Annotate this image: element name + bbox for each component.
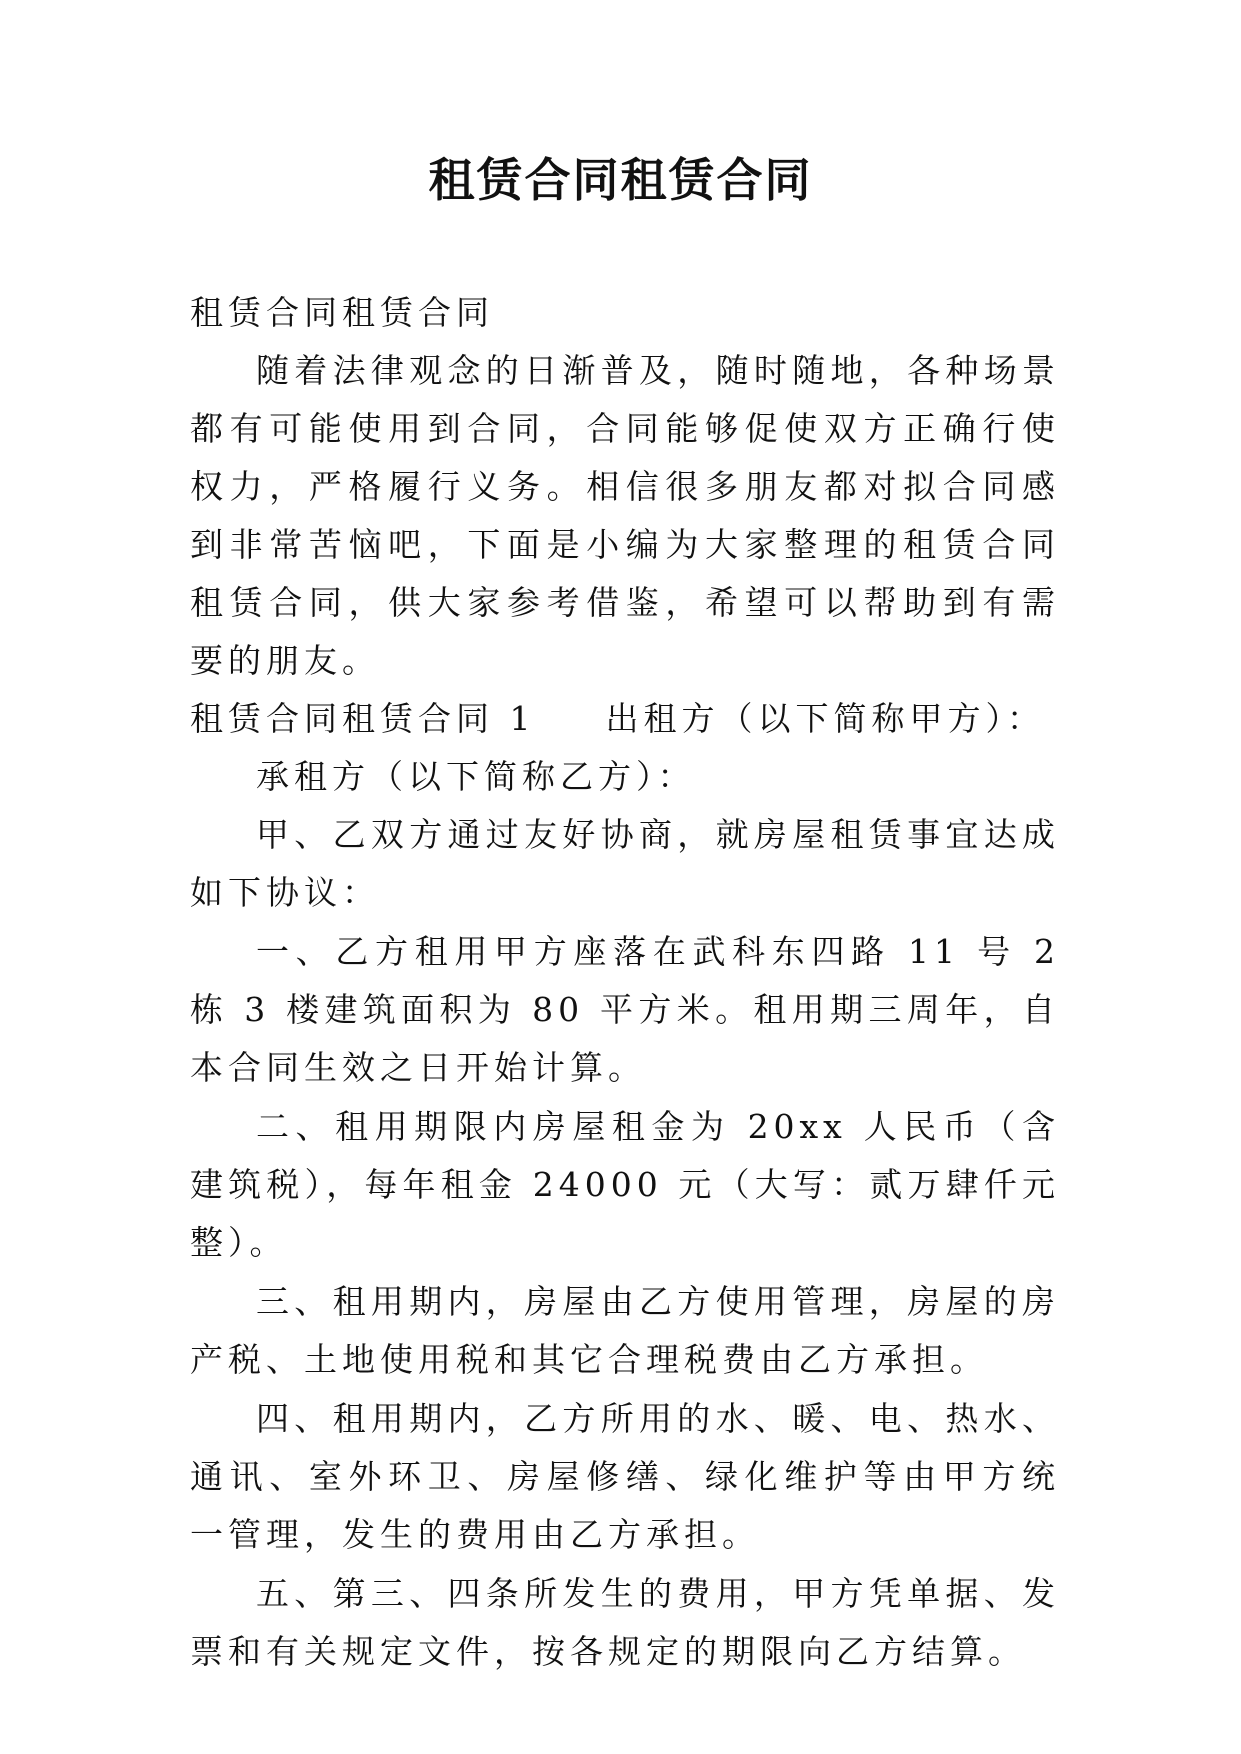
lessor-line: 出租方（以下简称甲方）： — [605, 699, 1045, 738]
clause-1: 一、乙方租用甲方座落在武科东四路 11 号 2 栋 3 楼建筑面积为 80 平方米。租用期三周年，自本合同生效之日开始计算。 — [190, 932, 1060, 1087]
clause-4: 四、租用期内，乙方所用的水、暖、电、热水、通讯、室外环卫、房屋修缮、绿化维护等由甲方统一管理，发生的费用由乙方承担。 — [190, 1399, 1060, 1554]
document-body — [190, 284, 1060, 1681]
agreement-paragraph: 甲、乙双方通过友好协商，就房屋租赁事宜达成如下协议： — [190, 815, 1060, 912]
document-subtitle: 租赁合同租赁合同 — [190, 293, 494, 332]
clause-5: 五、第三、四条所发生的费用，甲方凭单据、发票和有关规定文件，按各规定的期限向乙方结算。 — [190, 1574, 1060, 1671]
contract-heading-line — [190, 690, 1060, 748]
lessee-line: 承租方（以下简称乙方）： — [256, 757, 696, 796]
intro-paragraph: 随着法律观念的日渐普及，随时随地，各种场景都有可能使用到合同，合同能够促使双方正确行使权力，严格履行义务。相信很多朋友都对拟合同感到非常苦恼吧，下面是小编为大家整理的租赁合同租赁合同，供大家参考借鉴，希望可以帮助到有需要的朋友。 — [190, 351, 1060, 680]
clause-2: 二、租用期限内房屋租金为 20xx 人民币（含建筑税），每年租金 24000 元（大写：贰万肆仟元整）。 — [190, 1107, 1060, 1262]
contract-heading: 租赁合同租赁合同 1 — [190, 699, 536, 738]
document-title: 租赁合同租赁合同 — [428, 153, 813, 207]
clause-3: 三、租用期内，房屋由乙方使用管理，房屋的房产税、土地使用税和其它合理税费由乙方承担。 — [190, 1282, 1060, 1379]
